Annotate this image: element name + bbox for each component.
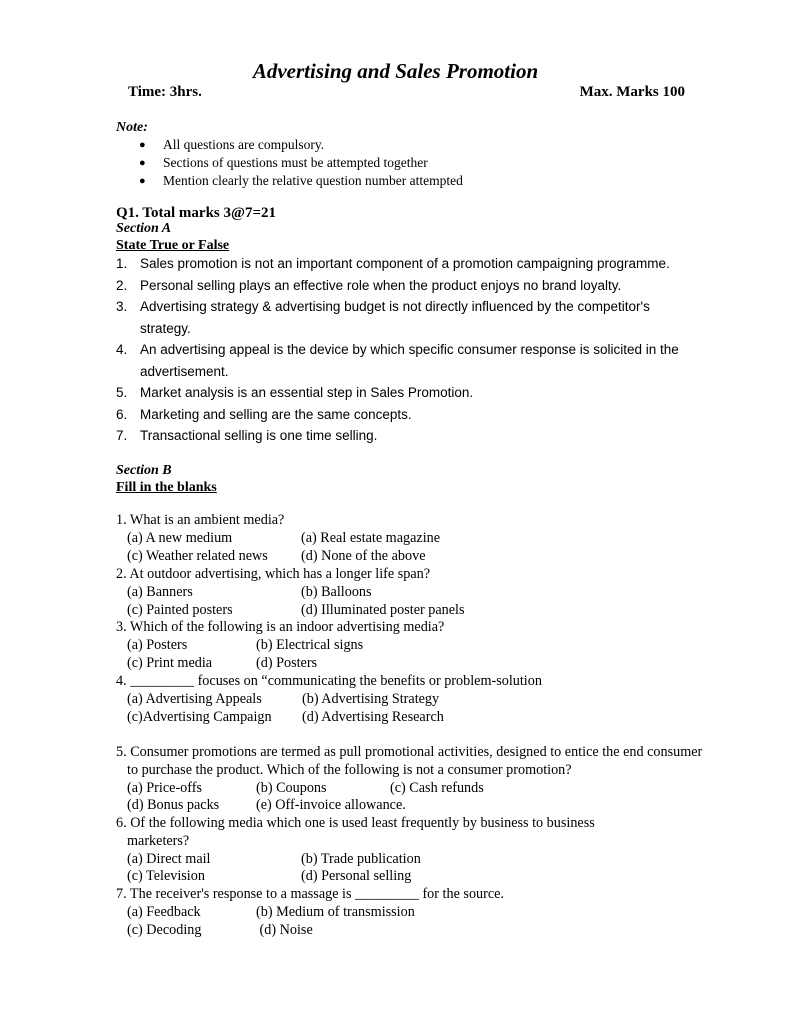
question-stem: 3. Which of the following is an indoor advertising media? (116, 619, 445, 635)
question-1-heading: Q1. Total marks 3@7=21 (116, 205, 277, 221)
option-row (116, 602, 716, 620)
option: (a) Banners (127, 583, 193, 600)
option-row (116, 584, 716, 602)
option: (a) Feedback (127, 903, 201, 920)
mcq-question (116, 619, 716, 672)
option: (d) Advertising Research (302, 708, 444, 725)
option: (b) Trade publication (301, 850, 421, 867)
option: (e) Off-invoice allowance. (256, 797, 406, 814)
question-stem: 6. Of the following media which one is used least frequently by business to business marketers? (116, 815, 595, 849)
question-stem: 2. At outdoor advertising, which has a longer life span? (116, 566, 431, 582)
section-b-label: Section B (116, 463, 172, 478)
exam-time: Time: 3hrs. (128, 84, 202, 100)
list-item: 5. Market analysis is an essential step in Sales Promotion. (116, 385, 474, 400)
option: (a) Advertising Appeals (127, 690, 262, 707)
option: (d) Posters (256, 654, 318, 671)
page-title: Advertising and Sales Promotion (252, 59, 539, 83)
question-stem: 7. The receiver's response to a massage is _________ for the source. (116, 886, 505, 902)
option: (c) Weather related news (127, 547, 268, 564)
section-b-instruction: Fill in the blanks (116, 480, 217, 495)
note-item: ● Sections of questions must be attempted together (139, 155, 428, 170)
section-a-label: Section A (116, 221, 172, 236)
option-row (116, 637, 716, 655)
option: (d) Bonus packs (127, 797, 220, 814)
option: (b) Advertising Strategy (302, 690, 440, 707)
list-item: 3. Advertising strategy & advertising budget is not directly influenced by the competitor's strategy. (116, 299, 650, 336)
list-item: 7. Transactional selling is one time selling. (116, 428, 378, 443)
option: (b) Balloons (301, 583, 372, 600)
option-row (116, 797, 706, 815)
list-item: 6. Marketing and selling are the same concepts. (116, 406, 412, 422)
list-item: 2. Personal selling plays an effective role when the product enjoys no brand loyalty. (116, 277, 622, 293)
note-item: ● All questions are compulsory. (139, 137, 325, 152)
list-item: 4. An advertising appeal is the device by which specific consumer response is solicited in the advertisement. (116, 342, 679, 379)
option: (a) Direct mail (127, 850, 211, 867)
option: (d) Personal selling (301, 868, 412, 885)
option: (c) Painted posters (127, 601, 233, 618)
list-item: 1. Sales promotion is not an important component of a promotion campaigning programme. (116, 256, 670, 271)
mcq-question (116, 673, 716, 726)
mcq-question (116, 886, 716, 939)
bullet-icon: ● (139, 157, 146, 169)
option: (a) Posters (127, 636, 188, 653)
option-row (116, 868, 656, 886)
option-row (116, 780, 706, 798)
option-row (116, 709, 716, 727)
mcq-question (116, 566, 716, 619)
section-a-instruction: State True or False (116, 238, 230, 253)
question-stem: 4. _________ focuses on “communicating the benefits or problem-solution (116, 673, 542, 689)
option-row (116, 655, 716, 673)
mcq-question (116, 744, 706, 815)
question-stem: 5. Consumer promotions are termed as pull promotional activities, designed to entice the end consumer to purchase the product. Which of the following is not a consumer promotion? (116, 744, 703, 778)
option: (c) Decoding (127, 921, 202, 938)
option: (d) None of the above (301, 547, 426, 564)
max-marks: Max. Marks 100 (579, 84, 685, 100)
option: (c) Television (127, 868, 205, 885)
bullet-icon: ● (139, 175, 146, 187)
option: (b) Medium of transmission (256, 903, 415, 920)
note-list (138, 136, 463, 190)
true-false-list (116, 253, 716, 447)
note-heading: Note: (116, 120, 148, 135)
mcq-question (116, 815, 656, 886)
option: (a) Real estate magazine (301, 529, 441, 546)
option: (c) Cash refunds (390, 779, 484, 796)
question-stem: 1. What is an ambient media? (116, 512, 285, 528)
option: (b) Electrical signs (256, 636, 364, 653)
option-row (116, 691, 716, 709)
option: (d) Illuminated poster panels (301, 601, 465, 618)
option: (d) Noise (256, 921, 313, 938)
option: (b) Coupons (256, 779, 327, 796)
option: (c) Print media (127, 654, 213, 671)
mcq-question (116, 512, 716, 565)
option-row (116, 922, 716, 940)
option-row (116, 851, 656, 869)
option-row (116, 548, 716, 566)
option: (a) Price-offs (127, 779, 202, 796)
option: (c)Advertising Campaign (127, 708, 272, 725)
option-row (116, 904, 716, 922)
note-item: ● Mention clearly the relative question number attempted (139, 173, 463, 188)
option-row (116, 530, 716, 548)
option: (a) A new medium (127, 529, 233, 546)
bullet-icon: ● (139, 139, 146, 151)
